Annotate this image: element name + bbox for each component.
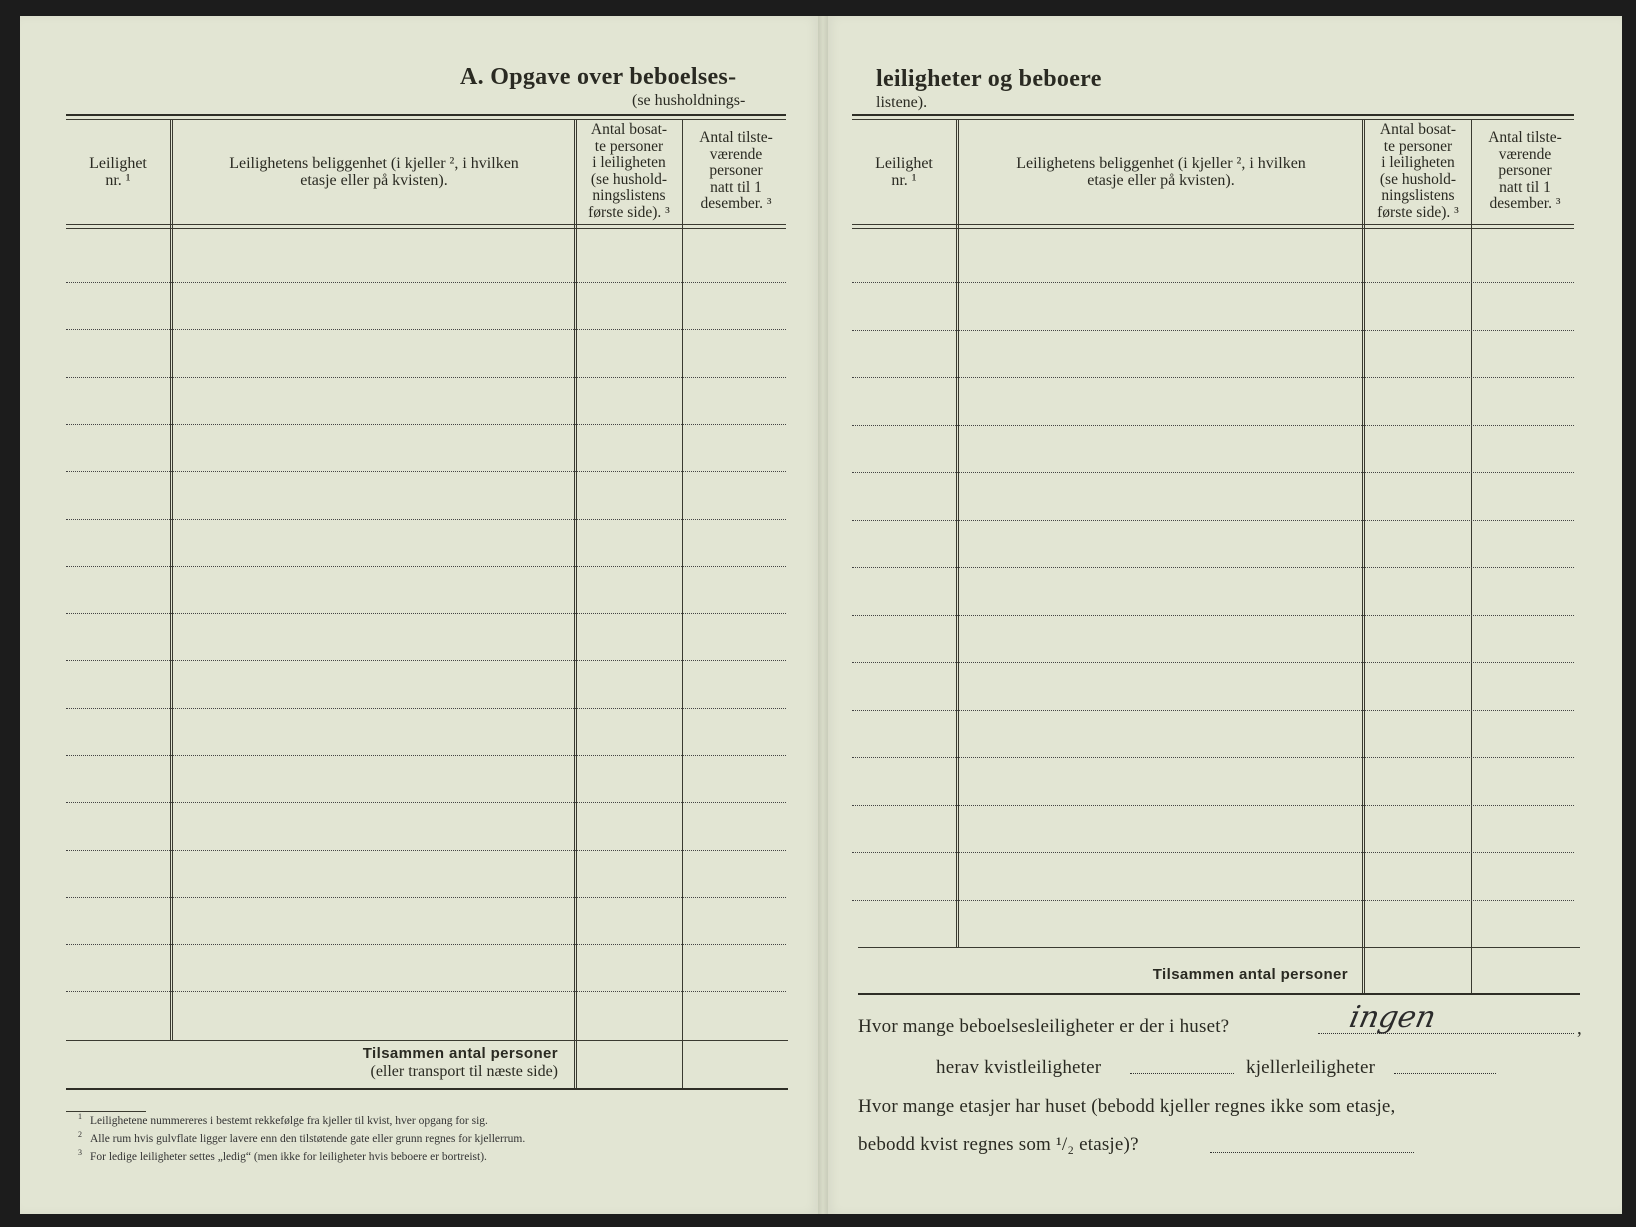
table-row: [852, 805, 1574, 806]
header-present: Antal tilste- værende personer natt til 1 desember. ³: [699, 129, 773, 213]
table-row: [852, 377, 1574, 378]
column-divider: [170, 119, 173, 1041]
table-row: [66, 566, 786, 567]
table-row: [852, 472, 1574, 473]
handwritten-answer: ingen: [1346, 1000, 1439, 1035]
header-location: Leilighetens beliggenhet (i kjeller ², i hvilken etasje eller på kvisten).: [229, 155, 519, 189]
table-row: [852, 330, 1574, 331]
form-title-left: A. Opgave over beboelses-: [460, 64, 737, 90]
form-subtitle-left: (se husholdnings-: [632, 92, 746, 109]
total-label: Tilsammen antal personer: [362, 1045, 558, 1062]
table-top-rule: [852, 114, 1574, 116]
table-row: [66, 660, 786, 661]
table-row: [852, 520, 1574, 521]
column-divider: [956, 119, 959, 947]
table-row: [66, 613, 786, 614]
header-bottom-rule-inner: [852, 228, 1574, 229]
question-floors-cont: bebodd kvist regnes som ¹/₂ etasje)?: [858, 1134, 1139, 1155]
table-row: [66, 944, 786, 945]
table-row: [852, 852, 1574, 853]
total-top-rule: [858, 947, 1580, 948]
table-row: [852, 425, 1574, 426]
table-row: [852, 710, 1574, 711]
column-divider: [1362, 119, 1365, 993]
total-row-right: [960, 966, 1348, 984]
question-floors: Hvor mange etasjer har huset (bebodd kjeller regnes ikke som etasje,: [858, 1096, 1396, 1117]
table-top-rule: [66, 114, 786, 116]
table-row: [852, 900, 1574, 901]
question-apartments: Hvor mange beboelsesleiligheter er der i huset?: [858, 1016, 1230, 1037]
header-location: Leilighetens beliggenhet (i kjeller ², i hvilken etasje eller på kvisten).: [1016, 155, 1306, 189]
table-row: [66, 471, 786, 472]
table-row: [66, 755, 786, 756]
total-bottom-rule: [858, 993, 1580, 995]
total-label: Tilsammen antal personer: [1152, 966, 1348, 983]
answer-line: [1210, 1152, 1414, 1153]
table-row: [66, 850, 786, 851]
total-sublabel: (eller transport til næste side): [370, 1063, 558, 1080]
column-divider: [1471, 119, 1472, 993]
table-row: [66, 329, 786, 330]
table-row: [66, 802, 786, 803]
form-subtitle-right: listene).: [876, 94, 928, 111]
header-bottom-rule: [852, 224, 1574, 225]
table-row: [852, 662, 1574, 663]
header-residents: Antal bosat- te personer i leiligheten (se hushold- ningslistens første side). ³: [1377, 121, 1459, 221]
page-fold: [818, 16, 828, 1214]
header-present: Antal tilste- værende personer natt til 1 desember. ³: [1488, 129, 1562, 213]
question-end-comma: ,: [1577, 1018, 1582, 1039]
answer-line: [1130, 1073, 1234, 1074]
question-attic-apartments: herav kvistleiligheter: [936, 1057, 1102, 1078]
footnote-2: $^2$ Alle rum hvis gulvflate ligger lavere enn den tilstøtende gate eller grunn regnes for kjellerrum.: [78, 1130, 526, 1145]
table-row: [66, 897, 786, 898]
answer-line: [1394, 1073, 1496, 1074]
table-row: [66, 424, 786, 425]
total-bottom-rule: [66, 1088, 788, 1090]
header-bottom-rule: [66, 224, 786, 225]
table-row: [66, 991, 786, 992]
header-bottom-rule-inner: [66, 228, 786, 229]
total-top-rule: [66, 1040, 788, 1041]
table-row: [852, 567, 1574, 568]
header-apartment-no: Leilighet nr. ¹: [89, 155, 147, 189]
header-apartment-no: Leilighet nr. ¹: [875, 155, 933, 189]
table-row: [66, 708, 786, 709]
table-row: [66, 377, 786, 378]
table-row: [66, 282, 786, 283]
footnote-3: $^3$ For ledige leiligheter settes „ledig“ (men ikke for leiligheter hvis beboere er bortreist).: [78, 1148, 487, 1163]
table-row: [66, 519, 786, 520]
footnote-1: $^1$ Leilighetene nummereres i bestemt rekkefølge fra kjeller til kvist, hver opgang for sig.: [78, 1112, 488, 1127]
table-row: [852, 757, 1574, 758]
question-basement-apartments: kjellerleiligheter: [1246, 1057, 1376, 1078]
table-row: [852, 282, 1574, 283]
header-residents: Antal bosat- te personer i leiligheten (se hushold- ningslistens første side). ³: [588, 121, 670, 221]
table-row: [852, 615, 1574, 616]
form-title-right: leiligheter og beboere: [876, 66, 1102, 92]
total-row-left: [180, 1045, 558, 1081]
